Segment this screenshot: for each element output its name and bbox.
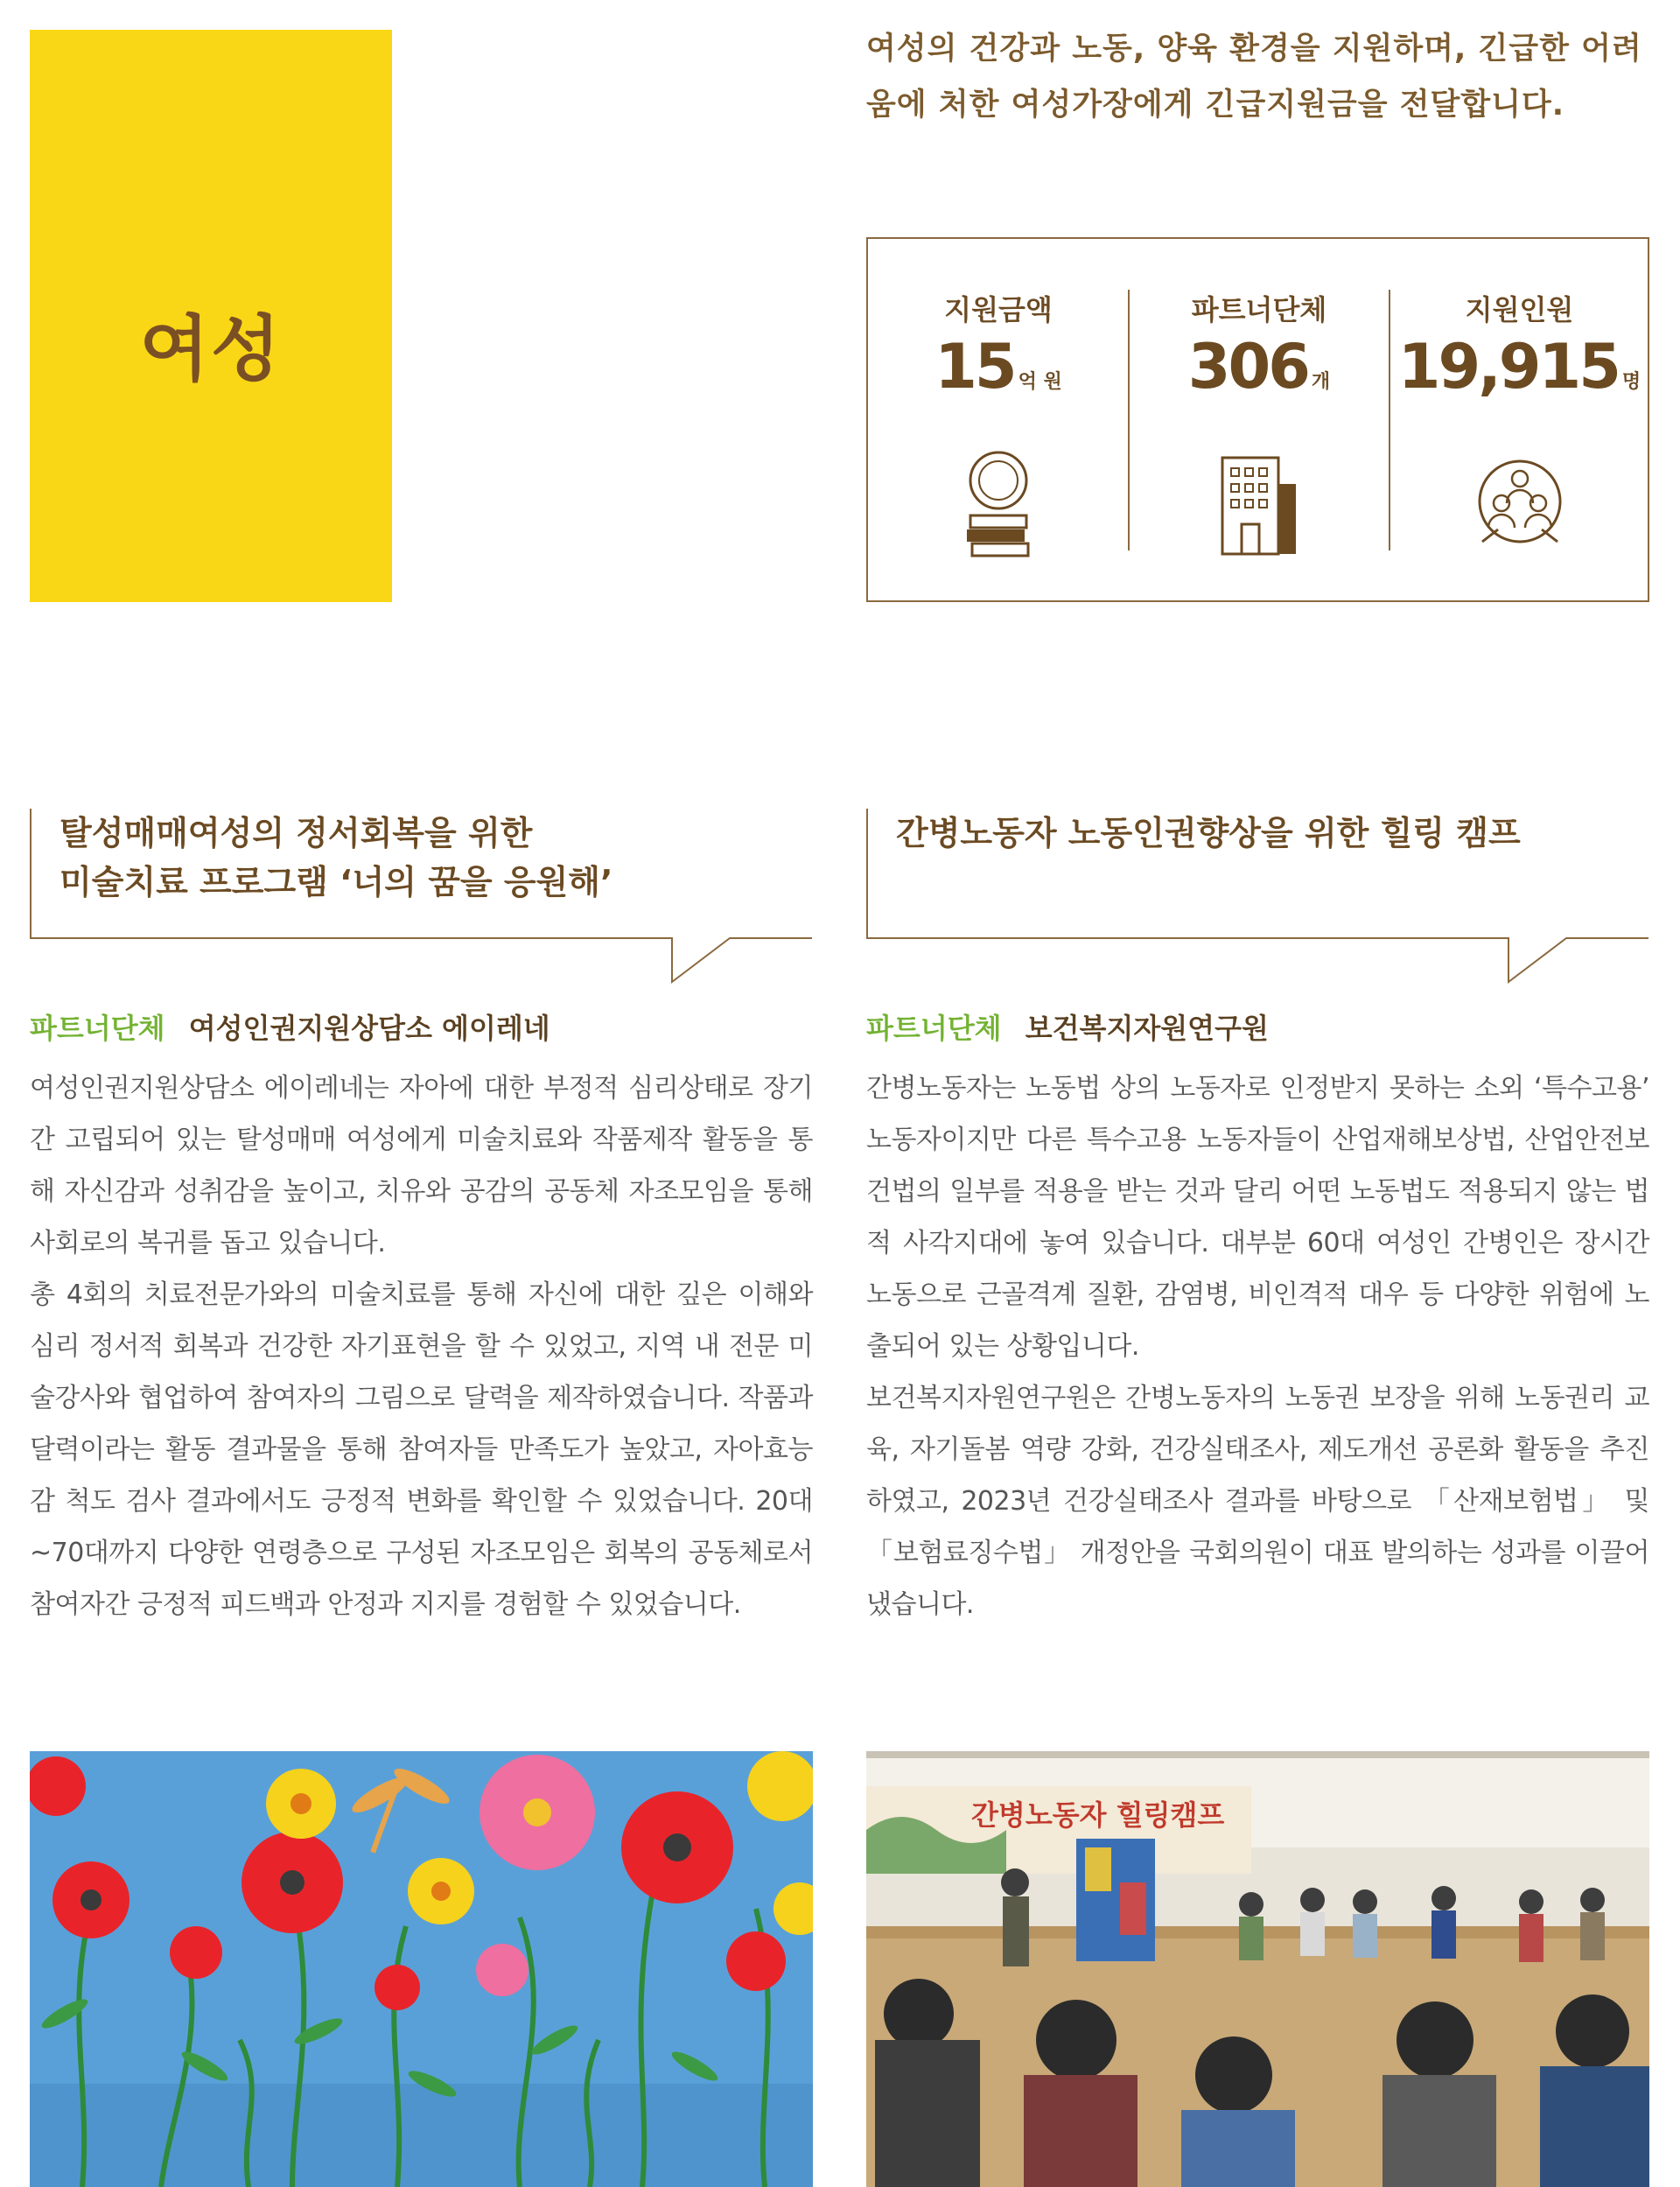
partner-label: 파트너단체 bbox=[30, 1012, 165, 1045]
category-block bbox=[30, 30, 392, 602]
stat-label: 지원금액 bbox=[944, 293, 1053, 326]
paragraph: 간병노동자는 노동법 상의 노동자로 인정받지 못하는 소외 ‘특수고용’ 노동자이지만 다른 특수고용 노동자들이 산업재해보상법, 산업안전보건법의 일부를 적용을 받는 것과 달리 어떤 노동법도 적용되지 않는 법적 사각지대에 놓여 있습니다. 대부분 60대 여성인 간병인은 장시간 노동으로 근골격계 질환, 감염병, 비인격적 대우 등 다양한 위험에 노출되어 있는 상황입니다. bbox=[866, 1073, 1649, 1362]
people-icon bbox=[1472, 449, 1568, 566]
stat-funding bbox=[868, 239, 1129, 600]
partner-name: 여성인권지원상담소 에이레네 bbox=[188, 1012, 550, 1045]
program-title: 간병노동자 노동인권향상을 위한 힐링 캠프 bbox=[896, 814, 1521, 852]
program-body-right bbox=[866, 1062, 1649, 1630]
stat-partners bbox=[1129, 239, 1390, 600]
healing-camp-photo bbox=[866, 1751, 1649, 2187]
partner-label: 파트너단체 bbox=[866, 1012, 1002, 1045]
partner-left bbox=[30, 1006, 550, 1047]
banner-text: 간병노동자 힐링캠프 bbox=[971, 1798, 1225, 1832]
flower-painting-image bbox=[30, 1751, 813, 2187]
money-icon bbox=[963, 449, 1033, 566]
stat-people bbox=[1390, 239, 1649, 600]
program-body-left bbox=[30, 1062, 813, 1630]
paragraph: 총 4회의 치료전문가와의 미술치료를 통해 자신에 대한 깊은 이해와 심리 정서적 회복과 건강한 자기표현을 할 수 있었고, 지역 내 전문 미술강사와 협업하여 참여자의 그림으로 달력을 제작하였습니다. 작품과 달력이라는 활동 결과물을 통해 참여자들 만족도가 높았고, 자아효능감 척도 검사 결과에서도 긍정적 변화를 확인할 수 있었습니다. 20대~70대까지 다양한 연령층으로 구성된 자조모임은 회복의 공동체로서 참여자간 긍정적 피드백과 안정과 지지를 경험할 수 있었습니다. bbox=[30, 1279, 814, 1620]
program-header-right bbox=[866, 809, 1649, 986]
stat-unit: 명 bbox=[1621, 371, 1642, 393]
intro-text: 여성의 건강과 노동, 양육 환경을 지원하며, 긴급한 어려움에 처한 여성가장에게 긴급지원금을 전달합니다. bbox=[866, 32, 1642, 123]
partner-name: 보건복지자원연구원 bbox=[1025, 1012, 1269, 1045]
paragraph: 보건복지자원연구원은 간병노동자의 노동권 보장을 위해 노동권리 교육, 자기돌봄 역량 강화, 건강실태조사, 제도개선 공론화 활동을 추진하였고, 2023년 건강실태조사 결과를 바탕으로 「산재보험법」 및 「보험료징수법」 개정안을 국회의원이 대표 발의하는 성과를 이끌어 냈습니다. bbox=[866, 1383, 1649, 1620]
program-header-left bbox=[30, 809, 813, 986]
stat-value: 19,915 명 bbox=[1397, 331, 1642, 403]
stat-value: 306 개 bbox=[1187, 331, 1331, 403]
partner-right bbox=[866, 1006, 1269, 1047]
paragraph: 여성인권지원상담소 에이레네는 자아에 대한 부정적 심리상태로 장기간 고립되어 있는 탈성매매 여성에게 미술치료와 작품제작 활동을 통해 자신감과 성취감을 높이고, 치유와 공감의 공동체 자조모임을 통해 사회로의 복귀를 돕고 있습니다. bbox=[30, 1073, 813, 1258]
stat-label: 파트너단체 bbox=[1191, 293, 1327, 326]
building-icon bbox=[1215, 449, 1303, 566]
program-title: 탈성매매여성의 정서회복을 위한 미술치료 프로그램 ‘너의 꿈을 응원해’ bbox=[60, 814, 613, 901]
stat-unit: 개 bbox=[1311, 371, 1331, 393]
stat-unit: 억 원 bbox=[1018, 371, 1062, 393]
stats-box bbox=[866, 237, 1649, 602]
stat-value: 15 억 원 bbox=[934, 331, 1062, 403]
category-title: 여성 bbox=[139, 308, 283, 391]
stat-label: 지원인원 bbox=[1465, 293, 1574, 326]
